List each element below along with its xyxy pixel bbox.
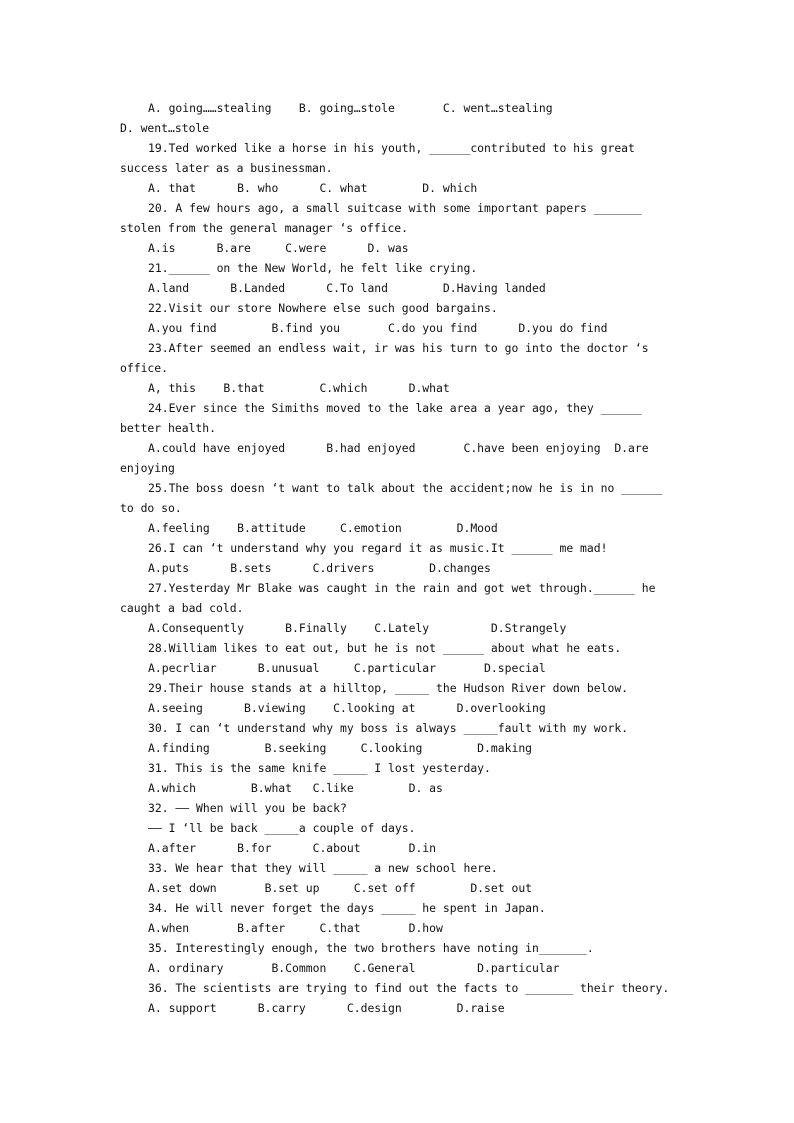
text-line: 26.I can ‘t understand why you regard it as music.It ______ me mad! [148, 541, 608, 555]
text-line: A.is B.are C.were D. was [148, 241, 409, 255]
text-line: A.feeling B.attitude C.emotion D.Mood [148, 521, 498, 535]
text-line: 21.______ on the New World, he felt like crying. [148, 261, 478, 275]
text-line: enjoying [120, 461, 175, 475]
text-line: A.after B.for C.about D.in [148, 841, 437, 855]
text-line: A. ordinary B.Common C.General D.particular [148, 961, 560, 975]
text-line: A.set down B.set up C.set off D.set out [148, 881, 533, 895]
text-line: A.seeing B.viewing C.looking at D.overlooking [148, 701, 546, 715]
text-line: 22.Visit our store Nowhere else such good bargains. [148, 301, 498, 315]
question-list [120, 98, 680, 1018]
text-line: success later as a businessman. [120, 161, 333, 175]
text-line: 31. This is the same knife _____ I lost yesterday. [148, 761, 491, 775]
text-line: A. going……stealing B. going…stole C. went…stealing [148, 101, 553, 115]
text-line: 27.Yesterday Mr Blake was caught in the rain and got wet through.______ he [148, 581, 656, 595]
text-line: A.land B.Landed C.To land D.Having landed [148, 281, 546, 295]
text-line: 28.William likes to eat out, but he is not ______ about what he eats. [148, 641, 622, 655]
text-line: A.pecrliar B.unusual C.particular D.special [148, 661, 546, 675]
text-line: A.Consequently B.Finally C.Lately D.Strangely [148, 621, 567, 635]
text-line: A.could have enjoyed B.had enjoyed C.have been enjoying D.are [148, 441, 649, 455]
text-line: A. that B. who C. what D. which [148, 181, 478, 195]
text-line: better health. [120, 421, 217, 435]
text-line: office. [120, 361, 169, 375]
text-line: 36. The scientists are trying to find out the facts to _______ their theory. [148, 981, 670, 995]
text-line: 35. Interestingly enough, the two brothers have noting in_______. [148, 941, 594, 955]
text-line: 20. A few hours ago, a small suitcase with some important papers _______ [148, 201, 642, 215]
text-line: A.puts B.sets C.drivers D.changes [148, 561, 491, 575]
text-line: 25.The boss doesn ‘t want to talk about the accident;now he is in no ______ [148, 481, 663, 495]
text-line: 29.Their house stands at a hilltop, _____ the Hudson River down below. [148, 681, 629, 695]
text-line: A.you find B.find you C.do you find D.you do find [148, 321, 608, 335]
text-line: A, this B.that C.which D.what [148, 381, 450, 395]
text-line: —— I ‘ll be back _____a couple of days. [148, 821, 416, 835]
text-line: A.when B.after C.that D.how [148, 921, 443, 935]
text-line: 24.Ever since the Simiths moved to the lake area a year ago, they ______ [148, 401, 642, 415]
text-line: to do so. [120, 501, 182, 515]
text-line: A.which B.what C.like D. as [148, 781, 443, 795]
text-line: 32. —— When will you be back? [148, 801, 347, 815]
text-line: 23.After seemed an endless wait, ir was his turn to go into the doctor ‘s [148, 341, 649, 355]
text-line: 19.Ted worked like a horse in his youth, ______contributed to his great [148, 141, 635, 155]
text-line: 30. I can ‘t understand why my boss is always _____fault with my work. [148, 721, 629, 735]
text-line: 34. He will never forget the days _____ he spent in Japan. [148, 901, 546, 915]
text-line: A.finding B.seeking C.looking D.making [148, 741, 533, 755]
text-line: 33. We hear that they will _____ a new school here. [148, 861, 498, 875]
text-line: stolen from the general manager ‘s office. [120, 221, 409, 235]
text-line: D. went…stole [120, 121, 210, 135]
text-line: caught a bad cold. [120, 601, 244, 615]
text-line: A. support B.carry C.design D.raise [148, 1001, 505, 1015]
